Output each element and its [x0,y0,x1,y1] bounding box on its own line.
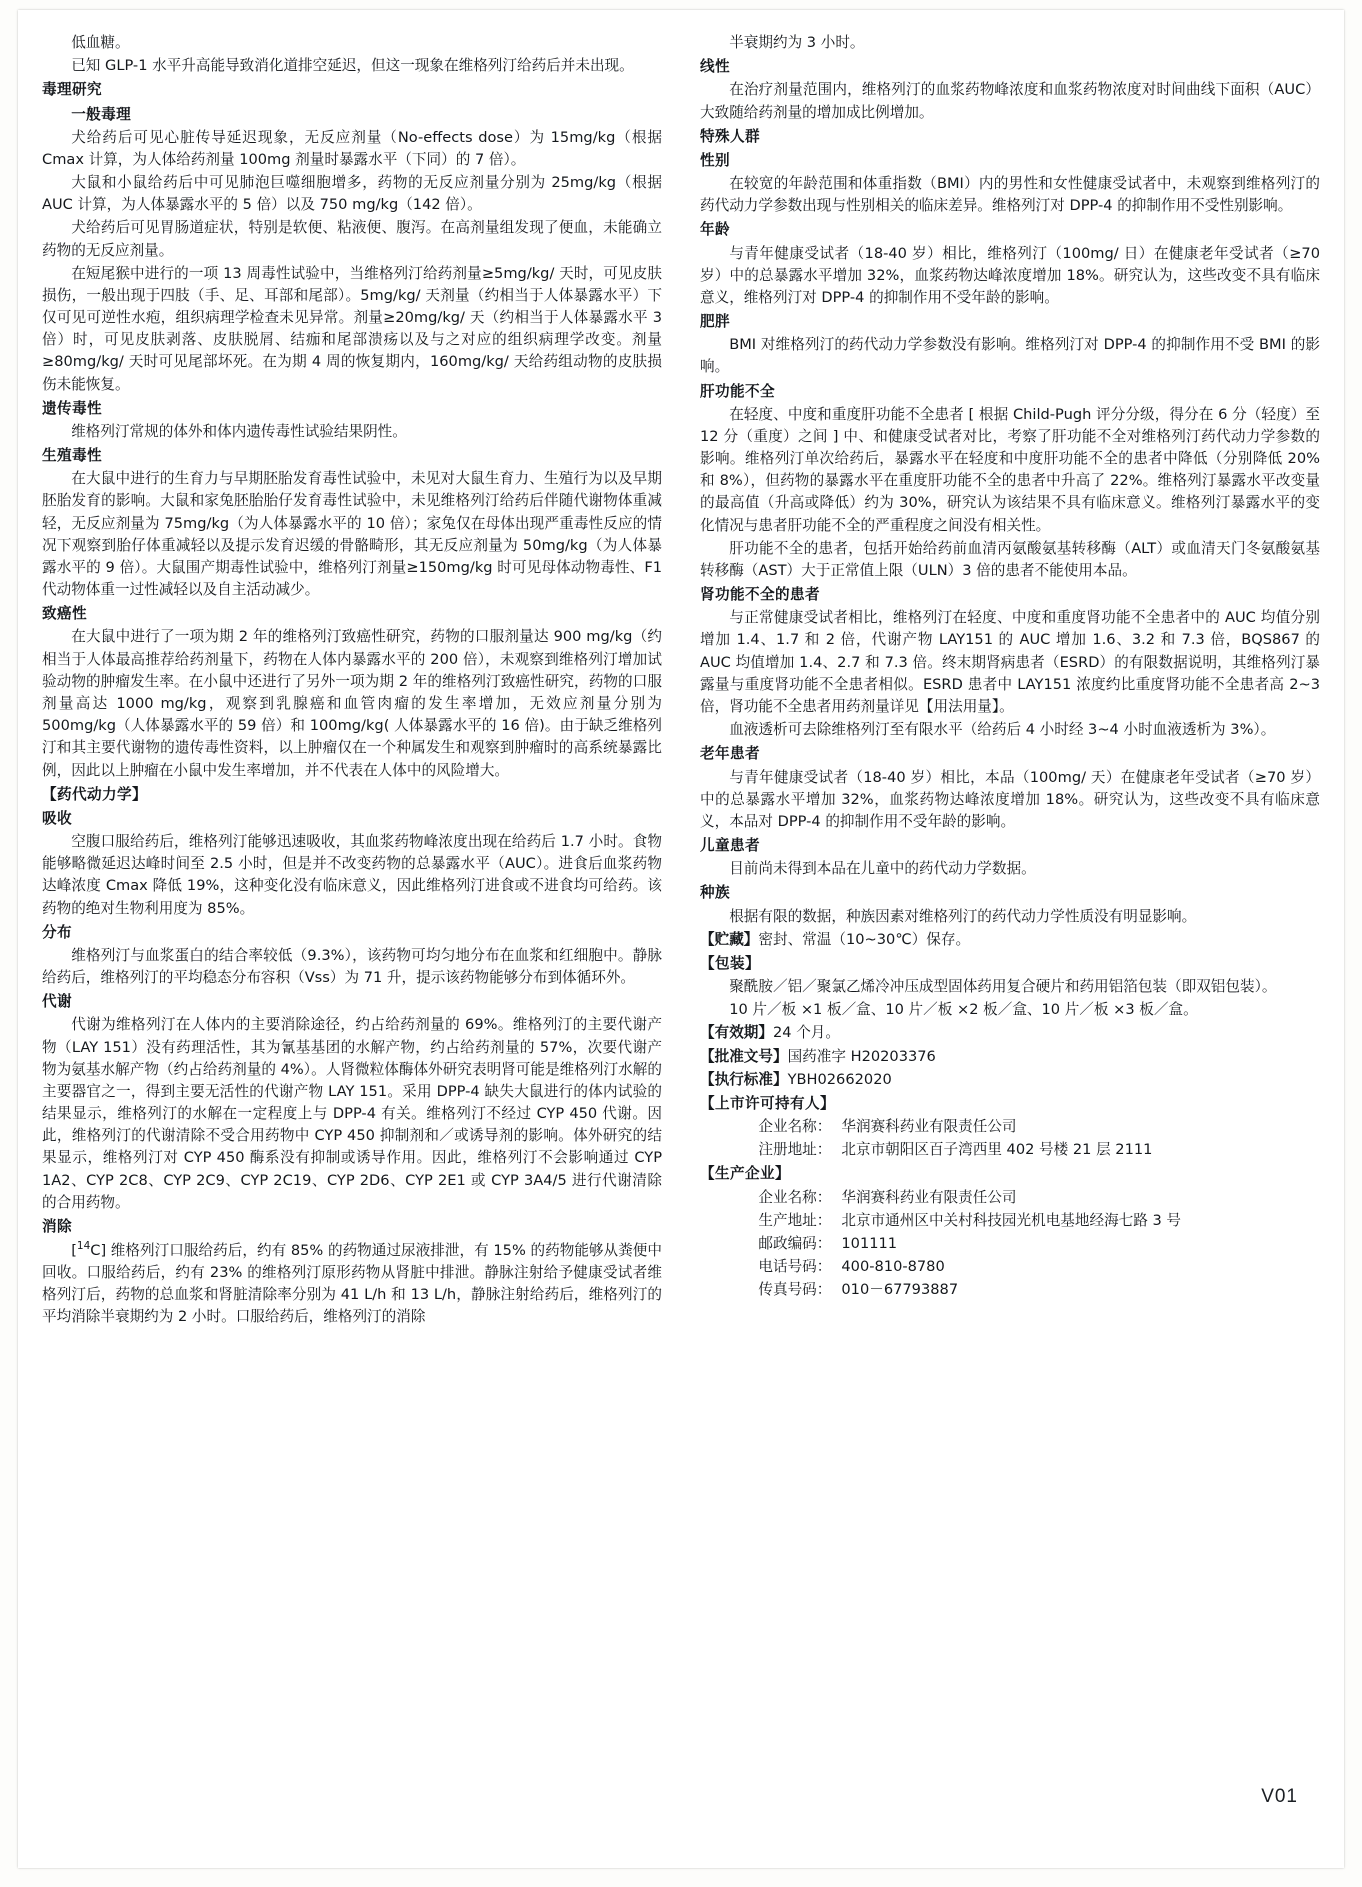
inline-field-value: 国药准字 H20203376 [787,1047,936,1065]
section-heading: 年龄 [700,221,730,239]
body-paragraph: 在较宽的年龄范围和体重指数（BMI）内的男性和女性健康受试者中，未观察到维格列汀的药代动力学参数出现与性别相关的临床差异。维格列汀对 DPP-4 的抑制作用不受性别影响。 [700,175,1320,215]
inline-field-label: 【执行标准】 [700,1070,788,1088]
body-paragraph: 根据有限的数据，种族因素对维格列汀的药代动力学性质没有明显影响。 [729,907,1197,925]
body-paragraph: 半衰期约为 3 小时。 [729,34,865,51]
body-paragraph: 犬给药后可见心脏传导延迟现象，无反应剂量（No-effects dose）为 15mg/kg（根据 Cmax 计算，为人体给药剂量 100mg 剂量时暴露水平（下同）的 7 倍）。 [42,128,662,168]
inline-field-value: 密封、常温（10~30℃）保存。 [758,930,971,948]
section-heading: 线性 [700,58,730,76]
section-heading: 儿童患者 [700,837,760,855]
section-heading: 【上市许可持有人】 [700,1094,835,1112]
body-paragraph: 在大鼠中进行了一项为期 2 年的维格列汀致癌性研究，药物的口服剂量达 900 mg/kg（约相当于人体最高推荐给药剂量下，药物在人体内暴露水平的 200 倍），未观察到维格列汀增加试验动物的肿瘤发生率。在小鼠中还进行了另外一项为期 2 年的维格列汀致癌性研究，药物的口服剂量高达 1000 mg/kg，观察到乳腺癌和血管肉瘤的发生率增加，无效应剂量分别为 500mg/kg（人体暴露水平的 59 倍）和 100mg/kg( 人体暴露水平的 16 倍)。由于缺乏维格列汀和其主要代谢物的遗传毒性资料，以上肿瘤仅在一个种属发生和观察到肿瘤时的高系统暴露比例，因此以上肿瘤在小鼠中发生率增加，并不代表在人体中的风险增大。 [42,628,662,779]
body-paragraph: 在治疗剂量范围内，维格列汀的血浆药物峰浓度和血浆药物浓度对时间曲线下面积（AUC）大致随给药剂量的增加成比例增加。 [700,81,1320,121]
field-label: 电话号码： [758,1258,832,1276]
body-paragraph: 大鼠和小鼠给药后中可见肺泡巨噬细胞增多，药物的无反应剂量分别为 25mg/kg（根据 AUC 计算，为人体暴露水平的 5 倍）以及 750 mg/kg（142 倍）。 [42,174,662,214]
section-heading: 【生产企业】 [700,1165,790,1183]
body-paragraph: 在轻度、中度和重度肝功能不全患者 [ 根据 Child-Pugh 评分分级，得分在 6 分（轻度）至 12 分（重度）之间 ] 中、和健康受试者对比，考察了肝功能不全对维格列汀药代动力学参数的影响。维格列汀单次给药后，暴露水平在轻度和中度肝功能不全的患者中降低（分别降低 20% 和 8%），但药物的暴露水平在重度肝功能不全的患者中升高了 22%。维格列汀暴露水平改变量的最高值（升高或降低）约为 30%，研究认为该结果不具有临床意义。维格列汀暴露水平的变化情况与患者肝功能不全的严重程度之间没有相关性。 [700,405,1320,534]
body-paragraph: [$^{14}$C] 维格列汀口服给药后，约有 85% 的药物通过尿液排泄，有 15% 的药物能够从粪便中回收。口服给药后，约有 23% 的维格列汀原形药物从肾脏中排泄。静脉注射给予健康受试者维格列汀后，药物的总血浆和肾脏清除率分别为 41 L/h 和 13 L/h，静脉注射给药后，维格列汀的平均消除半衰期约为 2 小时。口服给药后，维格列汀的消除 [42,1240,662,1326]
field-label: 生产地址： [758,1211,832,1229]
field-value: 010－67793887 [841,1281,959,1299]
section-heading: 老年患者 [700,745,760,763]
field-label: 企业名称： [758,1188,832,1206]
body-paragraph: 已知 GLP-1 水平升高能导致消化道排空延迟，但这一现象在维格列汀给药后并未出现。 [71,57,634,75]
field-value: 400-810-8780 [841,1258,945,1276]
field-label: 企业名称： [758,1118,832,1136]
inline-field-value: 24 个月。 [772,1024,840,1042]
left-column [42,32,662,1792]
field-value: 华润赛科药业有限责任公司 [841,1188,1017,1206]
section-heading: 生殖毒性 [42,447,102,465]
field-value: 北京市朝阳区百子湾西里 402 号楼 21 层 2111 [841,1141,1153,1159]
inline-field [700,929,1320,951]
inline-field-label: 【有效期】 [700,1024,773,1042]
field-label: 邮政编码： [758,1234,832,1252]
field-value: 华润赛科药业有限责任公司 [841,1118,1017,1136]
paper-sheet [18,10,1344,1868]
body-paragraph: 在大鼠中进行的生育力与早期胚胎发育毒性试验中，未见对大鼠生育力、生殖行为以及早期胚胎发育的影响。大鼠和家兔胚胎胎仔发育毒性试验中，未见维格列汀给药后伴随代谢物体重减轻，无反应剂量为 75mg/kg（为人体暴露水平的 10 倍）；家兔仅在母体出现严重毒性反应的情况下观察到胎仔体重减轻以及提示发育迟缓的骨骼畸形，其无反应剂量为 50mg/kg（为人体暴露水平的 9 倍）。大鼠围产期毒性试验中，维格列汀剂量≥150mg/kg 时可见母体动物毒性、F1 代动物体重一过性减轻以及自主活动减少。 [42,470,662,599]
field-row [700,1187,1320,1209]
inline-field [700,1046,1320,1068]
section-heading: 遗传毒性 [42,399,102,417]
field-row [700,1233,1320,1255]
body-paragraph: 10 片／板 ×1 板／盒、10 片／板 ×2 板／盒、10 片／板 ×3 板／盒。 [729,1001,1198,1019]
body-paragraph: BMI 对维格列汀的药代动力学参数没有影响。维格列汀对 DPP-4 的抑制作用不受 BMI 的影响。 [700,336,1320,376]
section-heading: 肾功能不全的患者 [700,586,820,604]
inline-field-value: YBH02662020 [787,1070,892,1088]
section-heading: 吸收 [42,809,72,827]
inline-field-label: 【批准文号】 [700,1047,788,1065]
field-row [700,1210,1320,1232]
body-paragraph: 代谢为维格列汀在人体内的主要消除途径，约占给药剂量的 69%。维格列汀的主要代谢产物（LAY 151）没有药理活性，其为氰基基团的水解产物，约占给药剂量的 57%，次要代谢产物为氨基水解产物（约占给药剂量的 4%）。人肾微粒体酶体外研究表明肾可能是维格列汀水解的主要器官之一，得到主要无活性的代谢产物 LAY 151。采用 DPP-4 缺失大鼠进行的体内试验的结果显示，维格列汀的水解在一定程度上与 DPP-4 有关。维格列汀不经过 CYP 450 代谢。因此，维格列汀的代谢清除不受合用药物中 CYP 450 抑制剂和／或诱导剂的影响。体外研究的结果显示，维格列汀对 CYP 450 酶系没有抑制或诱导作用。因此，维格列汀不会影响通过 CYP 1A2、CYP 2C8、CYP 2C9、CYP 2C19、CYP 2D6、CYP 2E1 或 CYP 3A4/5 进行代谢清除的合用药物。 [42,1016,662,1211]
body-paragraph: 目前尚未得到本品在儿童中的药代动力学数据。 [729,860,1036,878]
section-heading: 种族 [700,884,730,902]
section-heading: 肥胖 [700,313,730,331]
section-heading: 分布 [42,923,72,941]
section-heading: 代谢 [42,993,72,1011]
inline-field-label: 【贮藏】 [700,930,759,948]
body-paragraph: 维格列汀常规的体外和体内遗传毒性试验结果阴性。 [71,422,407,440]
page-footer-code: V01 [1261,1786,1298,1807]
inline-field [700,1069,1320,1091]
section-heading: 消除 [42,1217,72,1235]
body-paragraph: 在短尾猴中进行的一项 13 周毒性试验中，当维格列汀给药剂量≥5mg/kg/ 天时，可见皮肤损伤，一般出现于四肢（手、足、耳部和尾部）。5mg/kg/ 天剂量（约相当于人体暴露水平）下仅可见可逆性水疱，组织病理学检查未见异常。剂量≥20mg/kg/ 天（约相当于人体暴露水平 3 倍）时，可见皮肤剥落、皮肤脱屑、结痂和尾部溃疡以及与之对应的组织病理学改变。剂量≥80mg/kg/ 天时可见尾部坏死。在为期 4 周的恢复期内，160mg/kg/ 天给药组动物的皮肤损伤未能恢复。 [42,264,662,393]
field-value: 101111 [841,1234,898,1252]
body-paragraph: 低血糖。 [71,34,130,51]
body-paragraph: 聚酰胺／铝／聚氯乙烯冷冲压成型固体药用复合硬片和药用铝箔包装（即双铝包装）。 [729,978,1277,996]
body-paragraph: 与青年健康受试者（18-40 岁）相比，维格列汀（100mg/ 日）在健康老年受试者（≥70 岁）中的总暴露水平增加 32%，血浆药物达峰浓度增加 18%。研究认为，这些改变不具有临床意义，维格列汀对 DPP-4 的抑制作用不受年龄的影响。 [700,244,1320,306]
section-heading: 【包装】 [700,954,760,972]
body-paragraph: 肝功能不全的患者，包括开始给药前血清丙氨酸氨基转移酶（ALT）或血清天门冬氨酸氨基转移酶（AST）大于正常值上限（ULN）3 倍的患者不能使用本品。 [700,539,1320,579]
body-paragraph: 与正常健康受试者相比，维格列汀在轻度、中度和重度肾功能不全患者中的 AUC 均值分别增加 1.4、1.7 和 2 倍，代谢产物 LAY151 的 AUC 增加 1.6、3.2 和 7.3 倍，BQS867 的 AUC 均值增加 1.4、2.7 和 7.3 倍。终末期肾病患者（ESRD）的有限数据说明，其维格列汀暴露量与重度肾功能不全患者相似。ESRD 患者中 LAY151 浓度约比重度肾功能不全患者高 2~3 倍，肾功能不全患者用药剂量详见【用法用量】。 [700,609,1320,715]
section-heading: 【药代动力学】 [42,785,147,803]
right-column [700,32,1320,1792]
body-paragraph: 空腹口服给药后，维格列汀能够迅速吸收，其血浆药物峰浓度出现在给药后 1.7 小时。食物能够略微延迟达峰时间至 2.5 小时，但是并不改变药物的总暴露水平（AUC）。进食后血浆药物达峰浓度 Cmax 降低 19%，这种变化没有临床意义，因此维格列汀进食或不进食均可给药。该药物的绝对生物利用度为 85%。 [42,833,662,917]
field-row [700,1116,1320,1138]
two-column-body [42,32,1322,1792]
field-row [700,1279,1320,1301]
section-heading: 致癌性 [42,605,87,623]
field-label: 注册地址： [758,1141,832,1159]
field-row [700,1139,1320,1161]
field-label: 传真号码： [758,1281,832,1299]
body-paragraph: 维格列汀与血浆蛋白的结合率较低（9.3%），该药物可均匀地分布在血浆和红细胞中。静脉给药后，维格列汀的平均稳态分布容积（Vss）为 71 升，提示该药物能够分布到体循环外。 [42,946,662,987]
inline-field [700,1022,1320,1044]
field-row [700,1256,1320,1278]
body-paragraph: 血液透析可去除维格列汀至有限水平（给药后 4 小时经 3~4 小时血液透析为 3%）。 [729,721,1276,739]
section-heading: 肝功能不全 [700,382,775,400]
section-heading: 性别 [700,151,730,169]
body-paragraph: 与青年健康受试者（18-40 岁）相比，本品（100mg/ 天）在健康老年受试者（≥70 岁）中的总暴露水平增加 32%，血浆药物达峰浓度增加 18%。研究认为，这些改变不具有临床意义，本品对 DPP-4 的抑制作用不受年龄的影响。 [700,768,1320,830]
body-paragraph: 犬给药后可见胃肠道症状，特别是软便、粘液便、腹泻。在高剂量组发现了便血，未能确立药物的无反应剂量。 [42,219,662,259]
field-value: 北京市通州区中关村科技园光机电基地经海七路 3 号 [841,1211,1182,1229]
section-heading: 毒理研究 [42,81,102,99]
sub-section-heading: 一般毒理 [71,105,132,123]
section-heading: 特殊人群 [700,127,760,145]
